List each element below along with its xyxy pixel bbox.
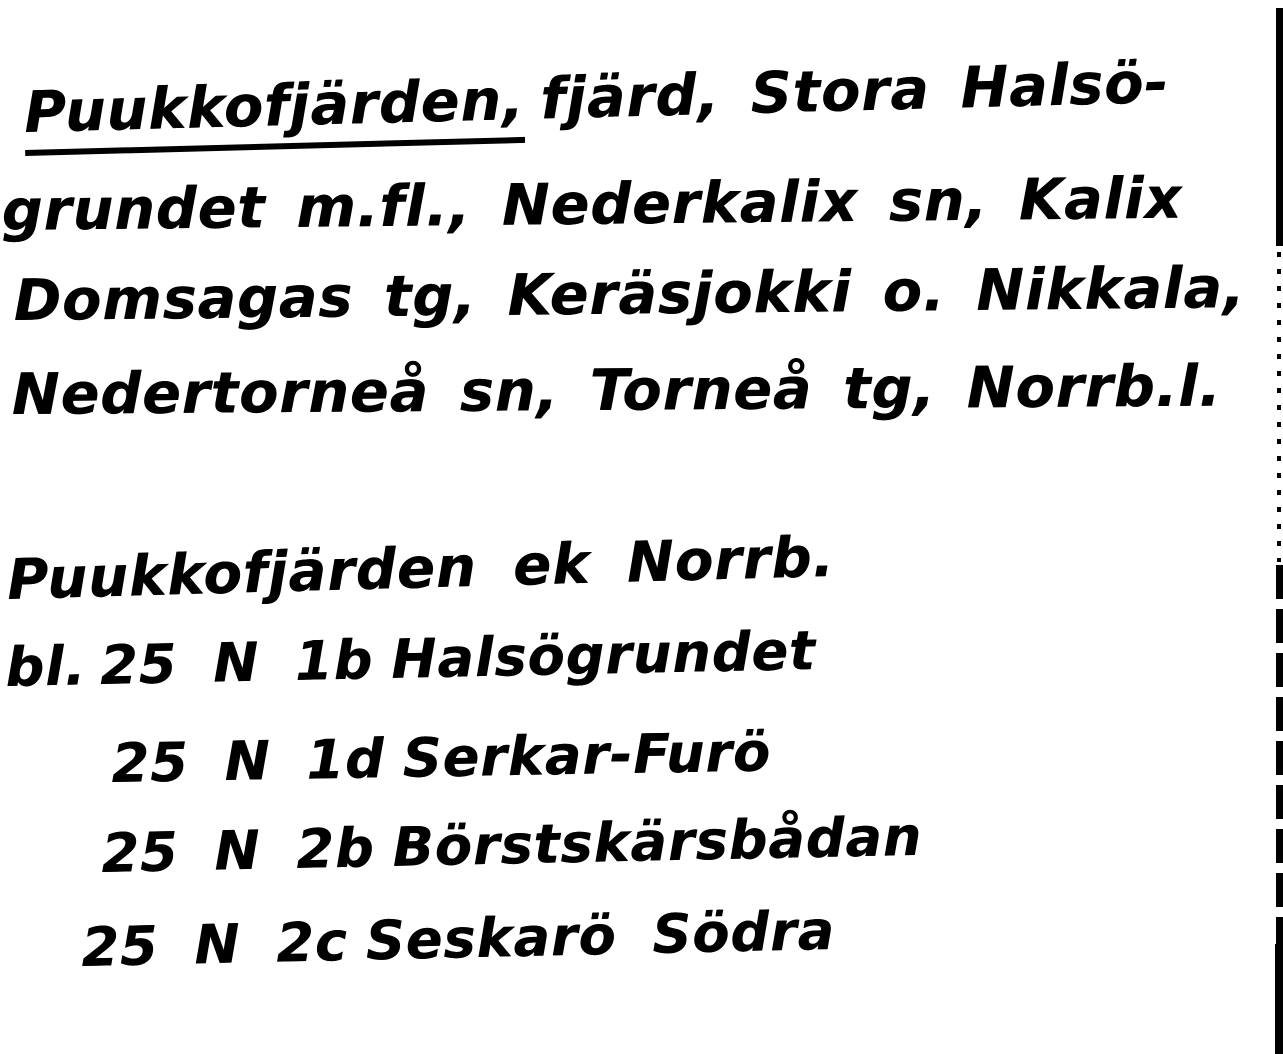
- reference-row: [101, 805, 923, 885]
- reference-code: 25 N 1b: [99, 628, 374, 698]
- entry-line-3: Domsagas tg, Keräsjokki o. Nikkala,: [13, 255, 1246, 334]
- reference-name: Halsögrundet: [390, 619, 817, 691]
- reference-name: Serkar-Furö: [402, 720, 772, 790]
- scan-edge-artifact-bottom: [1275, 944, 1283, 1054]
- reference-name: Seskarö Södra: [365, 898, 836, 973]
- reference-title: Puukkofjärden ek Norrb.: [6, 524, 836, 613]
- reference-code: 25 N 1d: [110, 727, 386, 795]
- reference-row: [81, 899, 836, 979]
- reference-name: Börstskärsbådan: [391, 804, 923, 879]
- reference-prefix: bl.: [4, 634, 87, 699]
- entry-line-1-rest: fjärd, Stora Halsö-: [539, 50, 1170, 133]
- headword-underlined: Puukkofjärden,: [23, 67, 525, 156]
- reference-row: [5, 619, 817, 699]
- reference-code: 25 N 2c: [80, 909, 349, 979]
- reference-row: [111, 720, 772, 795]
- scan-edge-artifact-top: [1276, 8, 1283, 246]
- entry-line-1: [23, 50, 1169, 146]
- reference-code: 25 N 2b: [100, 816, 376, 885]
- scan-edge-artifact-broken: [1276, 565, 1283, 945]
- entry-line-4: Nedertorneå sn, Torneå tg, Norrb.l.: [11, 353, 1222, 428]
- scan-edge-artifact-dotted: [1277, 252, 1281, 562]
- entry-line-2: grundet m.fl., Nederkalix sn, Kalix: [1, 165, 1183, 244]
